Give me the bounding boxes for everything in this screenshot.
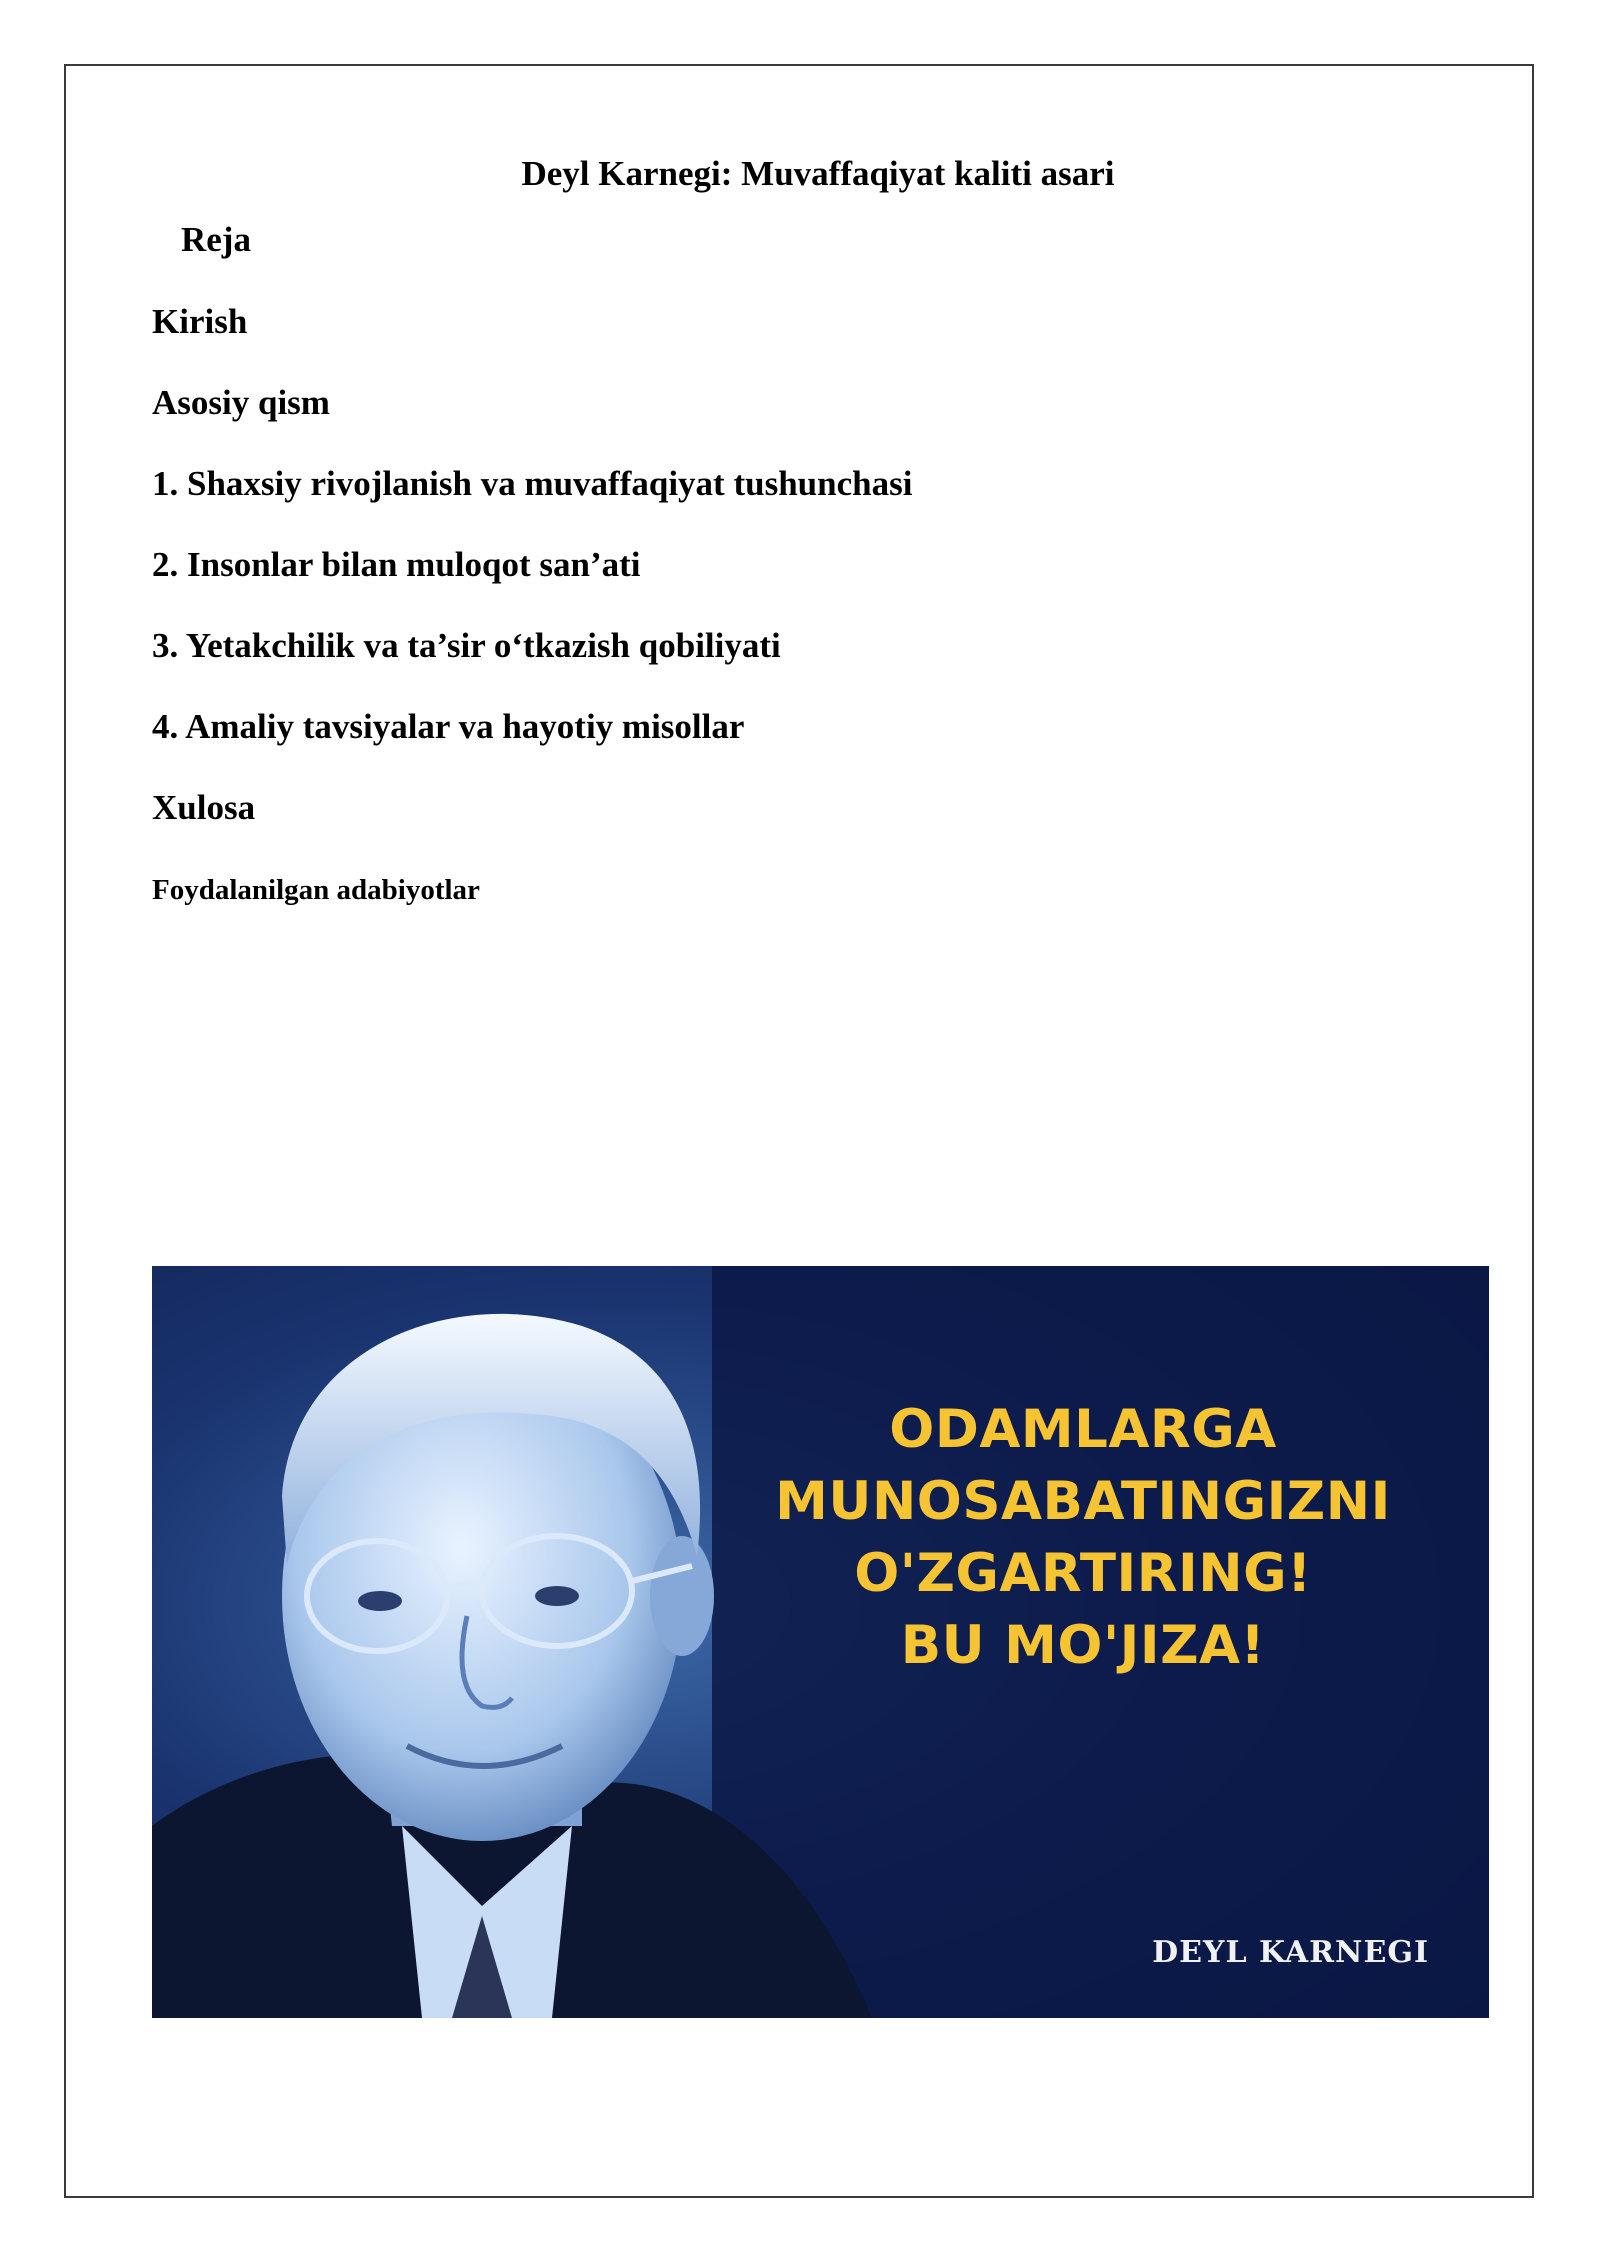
references-heading: Foydalanilgan adabiyotlar: [152, 874, 480, 906]
outline-item-3: 3. Yetakchilik va ta’sir o‘tkazish qobiliyati: [152, 626, 781, 665]
outline-item-2: 2. Insonlar bilan muloqot san’ati: [152, 545, 641, 584]
document-title: Deyl Karnegi: Muvaffaqiyat kaliti asari: [521, 154, 1115, 193]
slogan-line-4: BU MO'JIZA!: [900, 1615, 1266, 1676]
banner-image: [152, 1266, 1489, 2018]
slogan-line-2: MUNOSABATINGIZNI: [775, 1471, 1391, 1532]
plan-heading: Reja: [181, 220, 251, 259]
banner-author: DEYL KARNEGI: [1152, 1935, 1429, 1970]
outline-item-conclusion: Xulosa: [152, 788, 256, 827]
outline-item-intro: Kirish: [152, 302, 248, 341]
outline-item-main: Asosiy qism: [152, 383, 330, 422]
outline-item-4: 4. Amaliy tavsiyalar va hayotiy misollar: [152, 707, 745, 746]
slogan-line-3: O'ZGARTIRING!: [854, 1543, 1312, 1604]
banner-slogan: [733, 1394, 1433, 1682]
outline-item-1: 1. Shaxsiy rivojlanish va muvaffaqiyat tushunchasi: [152, 464, 913, 503]
slogan-line-1: ODAMLARGA: [889, 1399, 1277, 1460]
